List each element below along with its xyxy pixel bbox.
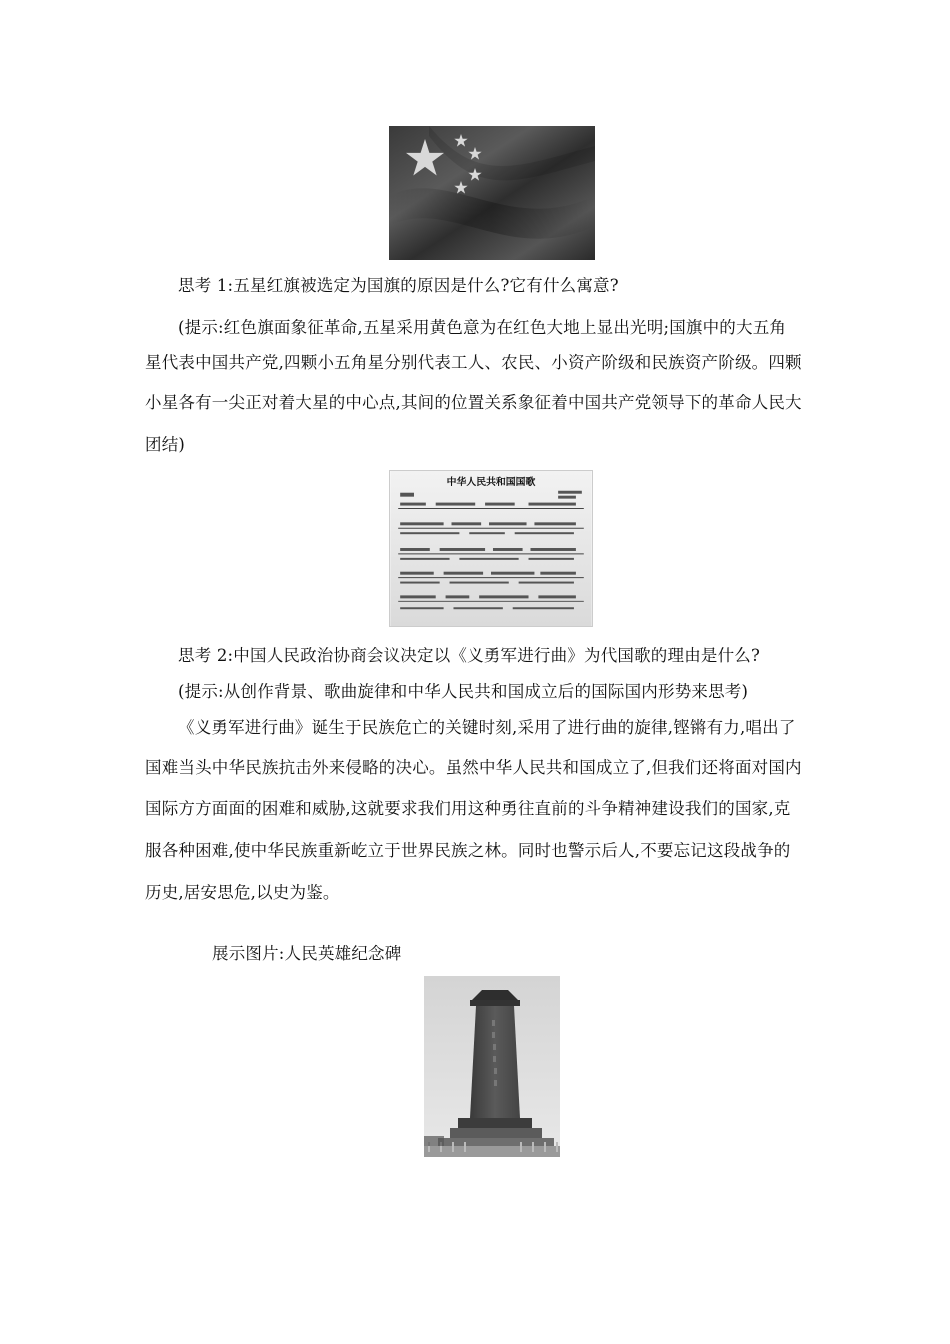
monument-photo-icon: [424, 976, 560, 1157]
china-flag-image: [389, 126, 595, 260]
answer-2-line: 历史,居安思危,以史为鉴。: [145, 883, 340, 902]
answer-2-line: 国难当头中华民族抗击外来侵略的决心。虽然中华人民共和国成立了,但我们还将面对国内: [145, 758, 802, 777]
national-anthem-sheet-image: [389, 470, 593, 627]
answer-2-line: 国际方方面面的困难和威胁,这就要求我们用这种勇往直前的斗争精神建设我们的国家,克: [145, 799, 791, 818]
monument-photo: [424, 976, 560, 1157]
hint-2: (提示:从创作背景、歌曲旋律和中华人民共和国成立后的国际国内形势来思考): [178, 682, 749, 701]
china-flag-icon: [389, 126, 595, 260]
question-1: 思考 1:五星红旗被选定为国旗的原因是什么?它有什么寓意?: [178, 276, 619, 295]
hint-1-line: 小星各有一尖正对着大星的中心点,其间的位置关系象征着中国共产党领导下的革命人民大: [145, 393, 802, 412]
hint-1-line: (提示:红色旗面象征革命,五星采用黄色意为在红色大地上显出光明;国旗中的大五角: [178, 318, 787, 337]
answer-2-line: 服各种困难,使中华民族重新屹立于世界民族之林。同时也警示后人,不要忘记这段战争的: [145, 841, 791, 860]
hint-1-line: 团结): [145, 435, 186, 454]
image-caption: 展示图片:人民英雄纪念碑: [212, 944, 402, 963]
anthem-title: 中华人民共和国国歌: [446, 476, 536, 488]
question-2: 思考 2:中国人民政治协商会议决定以《义勇军进行曲》为代国歌的理由是什么?: [178, 646, 761, 665]
hint-1-line: 星代表中国共产党,四颗小五角星分别代表工人、农民、小资产阶级和民族资产阶级。四颗: [145, 353, 802, 372]
answer-2-line: 《义勇军进行曲》诞生于民族危亡的关键时刻,采用了进行曲的旋律,铿锵有力,唱出了: [178, 718, 796, 737]
sheet-music-icon: [390, 471, 592, 626]
